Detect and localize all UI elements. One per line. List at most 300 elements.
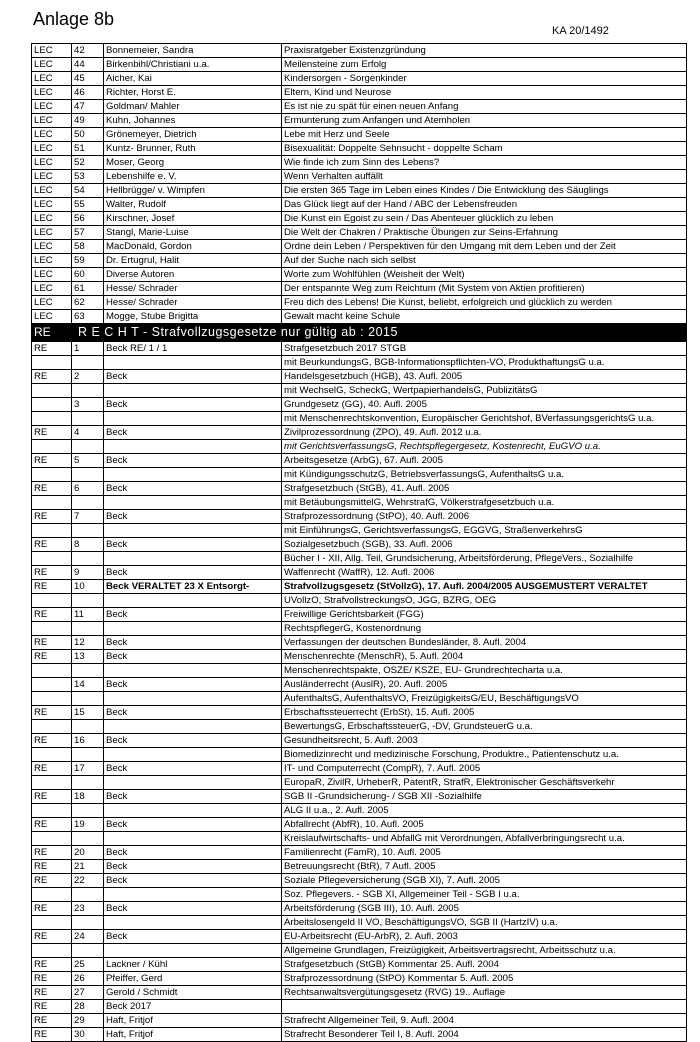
cell-title: Abfallrecht (AbfR), 10. Aufl. 2005 <box>282 818 687 832</box>
cell-num: 46 <box>72 86 104 100</box>
cell-num: 23 <box>72 902 104 916</box>
cell-num: 28 <box>72 1000 104 1014</box>
table-row <box>32 888 687 902</box>
table-row <box>32 212 687 226</box>
table-row <box>32 100 687 114</box>
cell-author: Beck VERALTET 23 X Entsorgt- <box>104 580 282 594</box>
cell-num: 51 <box>72 142 104 156</box>
cell-num: 17 <box>72 762 104 776</box>
cell-author: Goldman/ Mahler <box>104 100 282 114</box>
cell-title: Strafprozessordnung (StPO) Kommentar 5. Aufl. 2005 <box>282 972 687 986</box>
cell-num <box>72 622 104 636</box>
cell-author: Beck <box>104 706 282 720</box>
cell-code <box>32 748 72 762</box>
cell-author: Beck <box>104 370 282 384</box>
cell-author <box>104 356 282 370</box>
table-row <box>32 524 687 538</box>
cell-code: RE <box>32 1014 72 1028</box>
cell-num: 1 <box>72 342 104 356</box>
cell-code: RE <box>32 874 72 888</box>
cell-title: Sozialgesetzbuch (SGB), 33. Aufl. 2006 <box>282 538 687 552</box>
table-row <box>32 566 687 580</box>
table-row <box>32 454 687 468</box>
cell-code: RE <box>32 510 72 524</box>
cell-code: RE <box>32 790 72 804</box>
cell-author <box>104 776 282 790</box>
cell-title: Lebe mit Herz und Seele <box>282 128 687 142</box>
cell-title: Kindersorgen - Sorgenkinder <box>282 72 687 86</box>
cell-title: Die ersten 365 Tage im Leben eines Kindes / Die Entwicklung des Säuglings <box>282 184 687 198</box>
cell-code: LEC <box>32 240 72 254</box>
cell-num: 55 <box>72 198 104 212</box>
cell-author <box>104 384 282 398</box>
cell-code: RE <box>32 1028 72 1042</box>
cell-title: ALG II u.a., 2. Aufl. 2005 <box>282 804 687 818</box>
document-reference: KA 20/1492 <box>552 25 609 37</box>
cell-num <box>72 804 104 818</box>
table-row <box>32 706 687 720</box>
cell-author <box>104 594 282 608</box>
cell-author: Hellbrügge/ v. Wimpfen <box>104 184 282 198</box>
cell-author: Kuhn, Johannes <box>104 114 282 128</box>
cell-code: LEC <box>32 282 72 296</box>
table-row <box>32 664 687 678</box>
cell-title: Bücher I - XII, Allg. Teil, Grundsicherung, Arbeitsförderung, PflegeVers., Sozialhilfe <box>282 552 687 566</box>
cell-code: RE <box>32 608 72 622</box>
cell-num: 45 <box>72 72 104 86</box>
cell-title: Strafgesetzbuch (StGB), 41. Aufl. 2005 <box>282 482 687 496</box>
cell-title: Waffenrecht (WaffR), 12. Aufl. 2006 <box>282 566 687 580</box>
cell-author: MacDonald, Gordon <box>104 240 282 254</box>
cell-num: 59 <box>72 254 104 268</box>
cell-title: Freu dich des Lebens! Die Kunst, beliebt, erfolgreich und glücklich zu werden <box>282 296 687 310</box>
cell-author: Beck <box>104 608 282 622</box>
cell-author: Hesse/ Schrader <box>104 282 282 296</box>
cell-title: Strafrecht Besonderer Teil I, 8. Aufl. 2004 <box>282 1028 687 1042</box>
cell-title: Strafgesetzbuch 2017 STGB <box>282 342 687 356</box>
cell-num: 58 <box>72 240 104 254</box>
cell-code: LEC <box>32 114 72 128</box>
cell-author: Beck <box>104 510 282 524</box>
cell-title: Verfassungen der deutschen Bundesländer, 8. Aufl. 2004 <box>282 636 687 650</box>
cell-code: LEC <box>32 184 72 198</box>
cell-title: Meilensteine zum Erfolg <box>282 58 687 72</box>
table-row <box>32 804 687 818</box>
cell-code <box>32 356 72 370</box>
cell-code: RE <box>32 1000 72 1014</box>
cell-code: RE <box>32 566 72 580</box>
cell-title: Ausländerrecht (AuslR), 20. Aufl. 2005 <box>282 678 687 692</box>
cell-title: Es ist nie zu spät für einen neuen Anfang <box>282 100 687 114</box>
cell-code: RE <box>32 706 72 720</box>
cell-num: 8 <box>72 538 104 552</box>
cell-code: LEC <box>32 142 72 156</box>
cell-code <box>32 804 72 818</box>
cell-author: Beck <box>104 902 282 916</box>
cell-num <box>72 412 104 426</box>
cell-title: Die Kunst ein Egoist zu sein / Das Abenteuer glücklich zu leben <box>282 212 687 226</box>
table-row <box>32 198 687 212</box>
cell-num <box>72 468 104 482</box>
cell-title: Praxisratgeber Existenzgründung <box>282 44 687 58</box>
cell-code: RE <box>32 636 72 650</box>
cell-num: 57 <box>72 226 104 240</box>
section-code: RE <box>32 324 72 342</box>
table-row <box>32 734 687 748</box>
cell-code: RE <box>32 454 72 468</box>
cell-code: LEC <box>32 58 72 72</box>
cell-title: Strafrecht Allgemeiner Teil, 9. Aufl. 2004 <box>282 1014 687 1028</box>
cell-author: Pfeiffer, Gerd <box>104 972 282 986</box>
cell-title: Menschenrechte (MenschR), 5. Aufl. 2004 <box>282 650 687 664</box>
cell-num: 12 <box>72 636 104 650</box>
table-row <box>32 608 687 622</box>
cell-num: 30 <box>72 1028 104 1042</box>
cell-author: Kuntz- Brunner, Ruth <box>104 142 282 156</box>
cell-code: RE <box>32 342 72 356</box>
cell-num: 24 <box>72 930 104 944</box>
cell-author: Beck <box>104 678 282 692</box>
cell-title: Grundgesetz (GG), 40. Aufl. 2005 <box>282 398 687 412</box>
cell-author <box>104 916 282 930</box>
table-row <box>32 832 687 846</box>
table-row <box>32 226 687 240</box>
cell-author: Beck <box>104 482 282 496</box>
cell-title: Zivilprozessordnung (ZPO), 49. Aufl. 2012 u.a. <box>282 426 687 440</box>
cell-code: RE <box>32 538 72 552</box>
table-row <box>32 86 687 100</box>
table-row <box>32 622 687 636</box>
cell-num: 7 <box>72 510 104 524</box>
cell-code: RE <box>32 958 72 972</box>
cell-author: Beck <box>104 790 282 804</box>
table-row <box>32 538 687 552</box>
cell-author <box>104 524 282 538</box>
cell-title: Erbschaftssteuerrecht (ErbSt), 15. Aufl. 2005 <box>282 706 687 720</box>
cell-author: Beck <box>104 818 282 832</box>
cell-title: Handelsgesetzbuch (HGB), 43. Aufl. 2005 <box>282 370 687 384</box>
cell-title: Strafgesetzbuch (StGB) Kommentar 25. Aufl. 2004 <box>282 958 687 972</box>
cell-num: 21 <box>72 860 104 874</box>
cell-author: Beck <box>104 454 282 468</box>
cell-code: RE <box>32 986 72 1000</box>
cell-code <box>32 622 72 636</box>
cell-author: Beck 2017 <box>104 1000 282 1014</box>
cell-code <box>32 678 72 692</box>
cell-num <box>72 384 104 398</box>
cell-author: Beck <box>104 650 282 664</box>
table-row <box>32 650 687 664</box>
table-row <box>32 678 687 692</box>
cell-num: 44 <box>72 58 104 72</box>
table-row <box>32 156 687 170</box>
table-row <box>32 692 687 706</box>
table-row <box>32 846 687 860</box>
cell-author: Beck RE/ 1 / 1 <box>104 342 282 356</box>
cell-author <box>104 440 282 454</box>
cell-code: LEC <box>32 296 72 310</box>
table-row <box>32 440 687 454</box>
cell-title: Betreuungsrecht (BtR), 7 Aufl. 2005 <box>282 860 687 874</box>
cell-code: LEC <box>32 128 72 142</box>
table-row <box>32 580 687 594</box>
cell-author <box>104 412 282 426</box>
table-row <box>32 72 687 86</box>
table-row <box>32 496 687 510</box>
cell-title: BewertungsG, ErbschaftssteuerG, -DV, GrundsteuerG u.a. <box>282 720 687 734</box>
cell-author <box>104 552 282 566</box>
cell-author: Beck <box>104 930 282 944</box>
cell-title: mit WechselG, ScheckG, WertpapierhandelsG, PublizitätsG <box>282 384 687 398</box>
cell-code <box>32 412 72 426</box>
cell-title: Gesundheitsrecht, 5. Aufl. 2003 <box>282 734 687 748</box>
cell-title: mit BetäubungsmittelG, WehrstrafG, Völkerstrafgesetzbuch u.a. <box>282 496 687 510</box>
cell-num: 2 <box>72 370 104 384</box>
cell-author: Beck <box>104 398 282 412</box>
cell-title: Kreislaufwirtschafts- und AbfallG mit Verordnungen, Abfallverbringungsrecht u.a. <box>282 832 687 846</box>
table-row <box>32 594 687 608</box>
cell-num: 54 <box>72 184 104 198</box>
cell-code: RE <box>32 580 72 594</box>
table-row <box>32 972 687 986</box>
table-row <box>32 468 687 482</box>
cell-code <box>32 832 72 846</box>
cell-author <box>104 832 282 846</box>
table-row <box>32 128 687 142</box>
cell-code: LEC <box>32 226 72 240</box>
table-row <box>32 748 687 762</box>
table-row <box>32 282 687 296</box>
cell-num <box>72 692 104 706</box>
cell-author: Beck <box>104 846 282 860</box>
cell-num <box>72 524 104 538</box>
cell-title: Der entspannte Weg zum Reichtum (Mit System von Aktien profitieren) <box>282 282 687 296</box>
cell-code: RE <box>32 426 72 440</box>
cell-author: Haft, Fritjof <box>104 1014 282 1028</box>
cell-title: Rechtsanwaltsvergütungsgesetz (RVG) 19.. Auflage <box>282 986 687 1000</box>
table-row <box>32 44 687 58</box>
cell-author: Bonnemeier, Sandra <box>104 44 282 58</box>
cell-title: Gewalt macht keine Schule <box>282 310 687 324</box>
cell-title: Wie finde ich zum Sinn des Lebens? <box>282 156 687 170</box>
cell-title: Freiwillige Gerichtsbarkeit (FGG) <box>282 608 687 622</box>
cell-title: Arbeitslosengeld II VO, BeschäftigungsVO, SGB II (HartzIV) u.a. <box>282 916 687 930</box>
cell-code: LEC <box>32 170 72 184</box>
cell-title: Menschenrechtspakte, OSZE/ KSZE, EU- Grundrechtecharta u.a. <box>282 664 687 678</box>
cell-num: 50 <box>72 128 104 142</box>
table-row <box>32 1014 687 1028</box>
cell-author: Diverse Autoren <box>104 268 282 282</box>
cell-code <box>32 468 72 482</box>
cell-code: LEC <box>32 86 72 100</box>
cell-title: RechtspflegerG, Kostenordnung <box>282 622 687 636</box>
cell-author <box>104 692 282 706</box>
table-row <box>32 958 687 972</box>
cell-num: 10 <box>72 580 104 594</box>
table-row <box>32 874 687 888</box>
cell-num: 29 <box>72 1014 104 1028</box>
cell-code: LEC <box>32 72 72 86</box>
table-row <box>32 356 687 370</box>
cell-title: UVollzO, StrafvollstreckungsO, JGG, BZRG, OEG <box>282 594 687 608</box>
cell-title: Familienrecht (FamR), 10. Aufl. 2005 <box>282 846 687 860</box>
cell-author <box>104 804 282 818</box>
table-row <box>32 170 687 184</box>
cell-num <box>72 748 104 762</box>
cell-num: 62 <box>72 296 104 310</box>
cell-title: Worte zum Wohlfühlen (Weisheit der Welt) <box>282 268 687 282</box>
cell-author: Kirschner, Josef <box>104 212 282 226</box>
book-list-body <box>32 44 687 1042</box>
table-row <box>32 1028 687 1042</box>
section-title: R E C H T - Strafvollzugsgesetze nur gültig ab : 2015 <box>72 324 687 342</box>
table-row <box>32 482 687 496</box>
cell-author <box>104 496 282 510</box>
cell-author: Beck <box>104 860 282 874</box>
table-row <box>32 916 687 930</box>
cell-code: LEC <box>32 254 72 268</box>
cell-title <box>282 1000 687 1014</box>
cell-title: mit BeurkundungsG, BGB-Informationspflichten-VO, ProdukthaftungsG u.a. <box>282 356 687 370</box>
cell-author: Walter, Rudolf <box>104 198 282 212</box>
table-row <box>32 384 687 398</box>
cell-title: Die Welt der Chakren / Praktische Übungen zur Seins-Erfahrung <box>282 226 687 240</box>
table-row <box>32 720 687 734</box>
cell-num: 19 <box>72 818 104 832</box>
cell-num: 3 <box>72 398 104 412</box>
cell-title: Strafvollzugsgesetz (StVollzG), 17. Aufl. 2004/2005 AUSGEMUSTERT VERALTET <box>282 580 687 594</box>
cell-code: LEC <box>32 268 72 282</box>
cell-author: Beck <box>104 734 282 748</box>
cell-num: 47 <box>72 100 104 114</box>
cell-num <box>72 356 104 370</box>
cell-code: RE <box>32 650 72 664</box>
cell-num: 61 <box>72 282 104 296</box>
cell-author <box>104 748 282 762</box>
table-row <box>32 426 687 440</box>
cell-num <box>72 888 104 902</box>
cell-num: 20 <box>72 846 104 860</box>
table-row <box>32 902 687 916</box>
cell-num <box>72 776 104 790</box>
cell-num: 14 <box>72 678 104 692</box>
cell-code: RE <box>32 482 72 496</box>
cell-num: 13 <box>72 650 104 664</box>
table-row <box>32 818 687 832</box>
cell-num: 16 <box>72 734 104 748</box>
cell-num: 60 <box>72 268 104 282</box>
cell-num: 9 <box>72 566 104 580</box>
cell-author: Lebenshilfe e. V. <box>104 170 282 184</box>
cell-author: Beck <box>104 426 282 440</box>
cell-num <box>72 496 104 510</box>
page-title: Anlage 8b <box>33 9 115 29</box>
cell-author: Birkenbihl/Christiani u.a. <box>104 58 282 72</box>
cell-author <box>104 944 282 958</box>
cell-num <box>72 594 104 608</box>
cell-author: Haft, Fritjof <box>104 1028 282 1042</box>
cell-code <box>32 692 72 706</box>
cell-title: Wenn Verhalten auffällt <box>282 170 687 184</box>
cell-num <box>72 552 104 566</box>
cell-author: Grönemeyer, Dietrich <box>104 128 282 142</box>
cell-author <box>104 468 282 482</box>
cell-title: Ermunterung zum Anfangen und Atemholen <box>282 114 687 128</box>
cell-num <box>72 720 104 734</box>
cell-num: 56 <box>72 212 104 226</box>
cell-author: Beck <box>104 874 282 888</box>
cell-author: Beck <box>104 636 282 650</box>
cell-author: Mogge, Stube Brigitta <box>104 310 282 324</box>
cell-author: Stangl, Marie-Luise <box>104 226 282 240</box>
cell-code: RE <box>32 972 72 986</box>
cell-code <box>32 440 72 454</box>
cell-code <box>32 552 72 566</box>
table-row <box>32 412 687 426</box>
cell-code <box>32 524 72 538</box>
cell-title: IT- und Computerrecht (CompR), 7. Aufl. 2005 <box>282 762 687 776</box>
cell-author: Gerold / Schmidt <box>104 986 282 1000</box>
cell-author <box>104 622 282 636</box>
cell-num: 63 <box>72 310 104 324</box>
cell-author: Aicher, Kai <box>104 72 282 86</box>
cell-num: 42 <box>72 44 104 58</box>
cell-code: LEC <box>32 198 72 212</box>
cell-num <box>72 944 104 958</box>
cell-code: RE <box>32 762 72 776</box>
cell-author: Beck <box>104 538 282 552</box>
cell-num: 5 <box>72 454 104 468</box>
table-row <box>32 58 687 72</box>
cell-num: 4 <box>72 426 104 440</box>
cell-code: RE <box>32 930 72 944</box>
cell-code <box>32 888 72 902</box>
cell-author <box>104 664 282 678</box>
table-row <box>32 790 687 804</box>
cell-code: RE <box>32 734 72 748</box>
cell-title: AufenthaltsG, AufenthaltsVO, FreizügigkeitsG/EU, BeschäftigungsVO <box>282 692 687 706</box>
cell-num: 27 <box>72 986 104 1000</box>
cell-code: LEC <box>32 156 72 170</box>
cell-author <box>104 888 282 902</box>
table-row <box>32 1000 687 1014</box>
cell-num: 22 <box>72 874 104 888</box>
cell-code: LEC <box>32 212 72 226</box>
cell-title: mit EinführungsG, GerichtsverfassungsG, EGGVG, StraßenverkehrsG <box>282 524 687 538</box>
cell-num: 52 <box>72 156 104 170</box>
cell-code: LEC <box>32 310 72 324</box>
cell-code <box>32 720 72 734</box>
table-row <box>32 310 687 324</box>
table-row <box>32 762 687 776</box>
section-header-row <box>32 324 687 342</box>
cell-author <box>104 720 282 734</box>
cell-code <box>32 776 72 790</box>
table-row <box>32 268 687 282</box>
cell-code <box>32 384 72 398</box>
table-row <box>32 636 687 650</box>
cell-author: Hesse/ Schrader <box>104 296 282 310</box>
cell-author: Richter, Horst E. <box>104 86 282 100</box>
cell-title: Das Glück liegt auf der Hand / ABC der Lebensfreuden <box>282 198 687 212</box>
cell-title: EU-Arbeitsrecht (EU-ArbR), 2. Aufl. 2003 <box>282 930 687 944</box>
cell-code <box>32 594 72 608</box>
table-row <box>32 776 687 790</box>
cell-author: Dr. Ertugrul, Halit <box>104 254 282 268</box>
cell-code: LEC <box>32 44 72 58</box>
cell-author: Beck <box>104 762 282 776</box>
cell-code: RE <box>32 846 72 860</box>
